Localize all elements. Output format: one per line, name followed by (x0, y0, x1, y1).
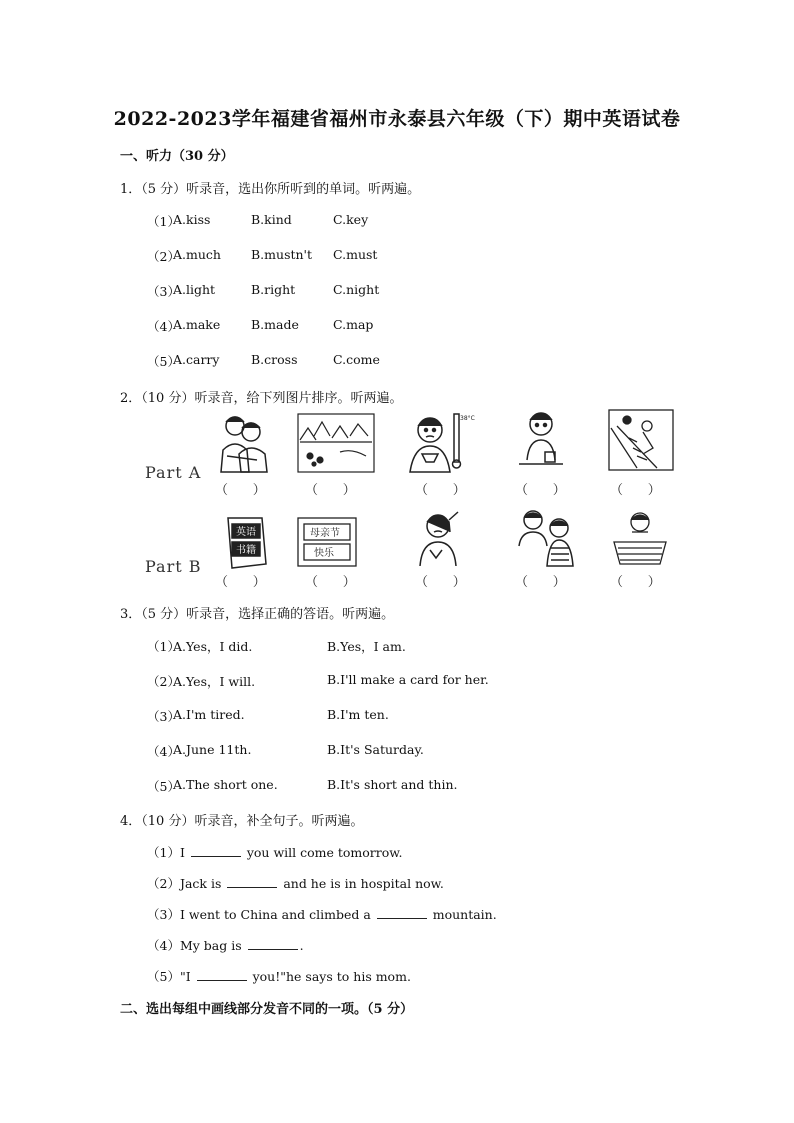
q4-fill-row (147, 967, 411, 985)
q4-text-after: . (299, 938, 304, 953)
q1-option-a: A.kiss (173, 212, 211, 227)
q4-text-before: My bag is (179, 938, 246, 953)
answer-paren: （ ） (215, 575, 266, 590)
q1-option-c: C.must (333, 247, 378, 262)
q4-fill-row (147, 874, 444, 892)
card-text-2: 快乐 (314, 548, 334, 559)
book-text-1: 英语 (236, 527, 256, 538)
answer-paren: （ ） (415, 575, 466, 590)
q3-option-b: B.I'll make a card for her. (327, 672, 489, 687)
q1-option-a: A.make (173, 317, 221, 332)
book-text-2: 书籍 (236, 545, 256, 556)
q3-option-a: A.June 11th. (173, 742, 252, 757)
q1-option-c: C.key (333, 212, 369, 227)
q3-option-b: B.I'm ten. (327, 707, 389, 722)
q3-option-b: B.It's Saturday. (327, 742, 424, 757)
q1-option-b: B.made (251, 317, 299, 332)
q4-text-after: you!"he says to his mom. (248, 969, 411, 984)
answer-paren: （ ） (415, 483, 466, 498)
q1-option-b: B.kind (251, 212, 292, 227)
q4-text-before: I went to China and climbed a (179, 907, 375, 922)
picture-mothers-day-card (296, 514, 358, 570)
q3-option-b: B.Yes，I am. (327, 639, 406, 654)
picture-sick-boy-thermometer (406, 410, 475, 476)
section-1-heading: 一、听力（30 分） (120, 149, 234, 164)
q4-fill-row (147, 905, 497, 923)
q4-item-num: （4） (147, 938, 180, 953)
answer-paren: （ ） (305, 483, 356, 498)
q4-text-before: Jack is (179, 876, 226, 891)
q2-stem: 2．（10 分）听录音，给下列图片排序。听两遍。 (120, 391, 403, 406)
q4-text-after: and he is in hospital now. (279, 876, 444, 891)
picture-english-book (222, 514, 268, 570)
q4-fill-row (147, 936, 304, 954)
q1-option-a: A.much (173, 247, 221, 262)
q3-option-num: （5） (147, 779, 180, 794)
q3-option-num: （3） (147, 709, 180, 724)
part-b-label: Part B (145, 557, 202, 576)
q3-option-num: （4） (147, 744, 180, 759)
picture-couple (213, 410, 273, 475)
q3-option-a: A.I'm tired. (173, 707, 245, 722)
answer-paren: （ ） (215, 483, 266, 498)
q4-text-before: "I (179, 969, 195, 984)
q1-option-b: B.mustn't (251, 247, 313, 262)
section-2-heading: 二、选出每组中画线部分发音不同的一项。（5 分） (120, 1002, 414, 1017)
answer-blank[interactable] (197, 968, 247, 981)
q1-option-c: C.night (333, 282, 380, 297)
q3-option-a: A.Yes，I will. (173, 674, 256, 689)
picture-girl-headache (412, 506, 468, 570)
q4-item-num: （1） (147, 845, 180, 860)
q1-option-b: B.cross (251, 352, 298, 367)
answer-paren: （ ） (515, 575, 566, 590)
q1-option-num: （1） (147, 214, 180, 229)
q1-stem: 1．（5 分）听录音，选出你所听到的单词。听两遍。 (120, 182, 421, 197)
q3-option-num: （2） (147, 674, 180, 689)
picture-mother-and-boy (515, 506, 577, 570)
picture-boy-in-bed (610, 506, 670, 570)
q1-option-a: A.carry (173, 352, 220, 367)
svg-text:38°C: 38°C (460, 415, 475, 422)
answer-blank[interactable] (377, 906, 427, 919)
answer-blank[interactable] (191, 844, 241, 857)
q4-item-num: （3） (147, 907, 180, 922)
q1-option-b: B.right (251, 282, 296, 297)
part-a-label: Part A (145, 463, 202, 482)
answer-blank[interactable] (227, 875, 277, 888)
q3-option-a: A.The short one. (173, 777, 278, 792)
q4-stem: 4．（10 分）听录音，补全句子。听两遍。 (120, 814, 364, 829)
q1-option-num: （2） (147, 249, 180, 264)
picture-mountain-climbing (607, 408, 675, 474)
q1-option-c: C.map (333, 317, 374, 332)
answer-paren: （ ） (610, 575, 661, 590)
q1-option-num: （3） (147, 284, 180, 299)
page-title: 2022-2023学年福建省福州市永泰县六年级（下）期中英语试卷 (113, 108, 681, 130)
q3-option-num: （1） (147, 639, 180, 654)
answer-paren: （ ） (610, 483, 661, 498)
q3-option-a: A.Yes，I did. (173, 639, 253, 654)
q4-text-after: you will come tomorrow. (242, 845, 403, 860)
answer-paren: （ ） (305, 575, 356, 590)
q3-option-b: B.It's short and thin. (327, 777, 458, 792)
answer-blank[interactable] (248, 937, 298, 950)
q1-option-a: A.light (173, 282, 216, 297)
q4-text-after: mountain. (428, 907, 497, 922)
q4-item-num: （2） (147, 876, 180, 891)
q4-text-before: I (179, 845, 189, 860)
picture-park-scene (296, 412, 376, 474)
q1-option-num: （5） (147, 354, 180, 369)
q1-option-num: （4） (147, 319, 180, 334)
picture-boy-at-desk (515, 408, 567, 474)
card-text-1: 母亲节 (310, 528, 340, 539)
answer-paren: （ ） (515, 483, 566, 498)
q1-option-c: C.come (333, 352, 380, 367)
q3-stem: 3．（5 分）听录音，选择正确的答语。听两遍。 (120, 607, 395, 622)
q4-fill-row (147, 843, 402, 861)
q4-item-num: （5） (147, 969, 180, 984)
